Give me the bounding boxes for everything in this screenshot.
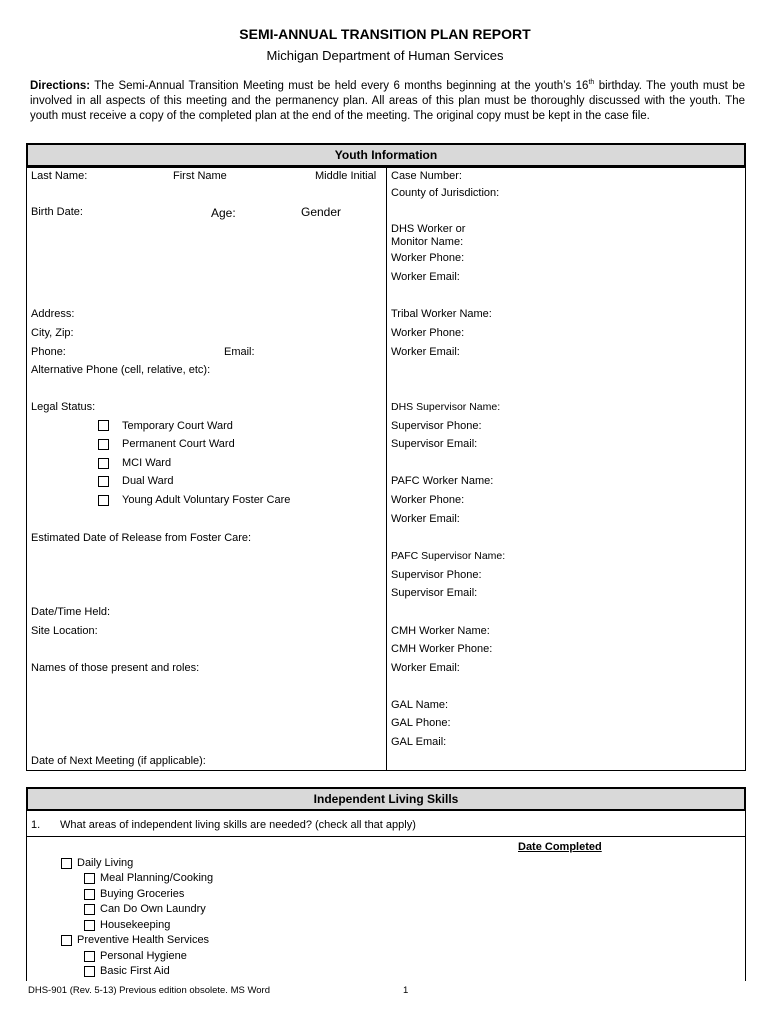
dhs-worker-label-1: DHS Worker or <box>391 223 466 235</box>
supervisor-email-label-2: Supervisor Email: <box>391 587 478 599</box>
dual-ward-label: Dual Ward <box>122 475 174 487</box>
city-zip-label: City, Zip: <box>31 327 74 339</box>
laundry-label: Can Do Own Laundry <box>100 903 206 915</box>
worker-email-label-4: Worker Email: <box>391 662 460 674</box>
personal-hygiene-label: Personal Hygiene <box>100 950 187 962</box>
page-title: SEMI-ANNUAL TRANSITION PLAN REPORT <box>239 26 531 42</box>
ils-section <box>26 811 746 981</box>
worker-email-label-3: Worker Email: <box>391 513 460 525</box>
daily-living-checkbox[interactable] <box>61 858 72 869</box>
column-divider <box>386 168 387 770</box>
buying-groceries-checkbox[interactable] <box>84 889 95 900</box>
age-label: Age: <box>211 206 236 220</box>
directions-text-a: The Semi-Annual Transition Meeting must be held every 6 months beginning at the youth’s 16 <box>90 80 589 92</box>
case-number-label: Case Number: <box>391 170 462 182</box>
gal-name-label: GAL Name: <box>391 699 449 711</box>
supervisor-email-label-1: Supervisor Email: <box>391 438 478 450</box>
address-label: Address: <box>31 308 75 320</box>
gender-label: Gender <box>301 205 342 219</box>
first-name-label: First Name <box>173 170 227 182</box>
preventive-health-label: Preventive Health Services <box>77 934 210 946</box>
temporary-court-ward-label: Temporary Court Ward <box>122 420 233 432</box>
tribal-worker-label: Tribal Worker Name: <box>391 308 492 320</box>
last-name-label: Last Name: <box>31 170 88 182</box>
dual-ward-checkbox[interactable] <box>98 476 109 487</box>
youth-info-table <box>26 167 746 771</box>
worker-phone-label-3: Worker Phone: <box>391 494 465 506</box>
supervisor-phone-label-1: Supervisor Phone: <box>391 420 482 432</box>
permanent-court-ward-label: Permanent Court Ward <box>122 438 235 450</box>
mci-ward-checkbox[interactable] <box>98 458 109 469</box>
worker-email-label-2: Worker Email: <box>391 346 460 358</box>
ils-header: Independent Living Skills <box>26 787 746 811</box>
gal-phone-label: GAL Phone: <box>391 717 451 729</box>
phone-label: Phone: <box>31 346 66 358</box>
dhs-supervisor-label: DHS Supervisor Name: <box>391 401 501 413</box>
preventive-health-checkbox[interactable] <box>61 935 72 946</box>
site-location-label: Site Location: <box>31 625 98 637</box>
laundry-checkbox[interactable] <box>84 904 95 915</box>
young-adult-vfc-checkbox[interactable] <box>98 495 109 506</box>
email-label: Email: <box>224 346 255 358</box>
question-text: What areas of independent living skills are needed? (check all that apply) <box>60 819 416 831</box>
names-present-label: Names of those present and roles: <box>31 662 200 674</box>
directions-sup: th <box>588 79 595 87</box>
next-meeting-label: Date of Next Meeting (if applicable): <box>31 755 206 767</box>
birth-date-label: Birth Date: <box>31 206 83 218</box>
personal-hygiene-checkbox[interactable] <box>84 951 95 962</box>
cmh-phone-label: CMH Worker Phone: <box>391 643 493 655</box>
page-subtitle: Michigan Department of Human Services <box>266 48 504 63</box>
date-time-held-label: Date/Time Held: <box>31 606 111 618</box>
ils-question-divider <box>26 836 746 837</box>
form-id: DHS-901 (Rev. 5-13) Previous edition obsolete. MS Word <box>28 985 271 996</box>
county-label: County of Jurisdiction: <box>391 187 500 199</box>
housekeeping-checkbox[interactable] <box>84 920 95 931</box>
worker-email-label-1: Worker Email: <box>391 271 460 283</box>
question-number: 1. <box>31 819 41 831</box>
youth-info-header: Youth Information <box>26 143 746 167</box>
young-adult-vfc-label: Young Adult Voluntary Foster Care <box>122 494 291 506</box>
meal-planning-label: Meal Planning/Cooking <box>100 872 214 884</box>
daily-living-label: Daily Living <box>77 857 134 869</box>
directions-label: Directions: <box>30 80 91 92</box>
buying-groceries-label: Buying Groceries <box>100 888 185 900</box>
middle-initial-label: Middle Initial <box>315 170 377 182</box>
date-completed-heading: Date Completed <box>518 841 602 853</box>
permanent-court-ward-checkbox[interactable] <box>98 439 109 450</box>
meal-planning-checkbox[interactable] <box>84 873 95 884</box>
supervisor-phone-label-2: Supervisor Phone: <box>391 569 482 581</box>
release-date-label: Estimated Date of Release from Foster Care: <box>31 532 252 544</box>
first-aid-label: Basic First Aid <box>100 965 170 977</box>
page-number: 1 <box>403 985 409 996</box>
cmh-worker-label: CMH Worker Name: <box>391 625 490 637</box>
worker-phone-label-1: Worker Phone: <box>391 252 465 264</box>
alt-phone-label: Alternative Phone (cell, relative, etc): <box>31 364 211 376</box>
temporary-court-ward-checkbox[interactable] <box>98 420 109 431</box>
pafc-supervisor-label: PAFC Supervisor Name: <box>391 550 506 562</box>
gal-email-label: GAL Email: <box>391 736 447 748</box>
directions-paragraph <box>30 79 745 124</box>
pafc-worker-label: PAFC Worker Name: <box>391 475 494 487</box>
legal-status-label: Legal Status: <box>31 401 96 413</box>
dhs-worker-label-2: Monitor Name: <box>391 236 464 248</box>
directions-text-b: birthday. The youth must be involved in all aspects of this meeting and the permanency plan. All areas of this plan must be thoroughly discussed with the youth. The youth must receive a copy of the completed plan at the end of the meeting. The original copy must be kept in the case file. <box>30 80 745 122</box>
first-aid-checkbox[interactable] <box>84 966 95 977</box>
housekeeping-label: Housekeeping <box>100 919 171 931</box>
worker-phone-label-2: Worker Phone: <box>391 327 465 339</box>
mci-ward-label: MCI Ward <box>122 457 172 469</box>
